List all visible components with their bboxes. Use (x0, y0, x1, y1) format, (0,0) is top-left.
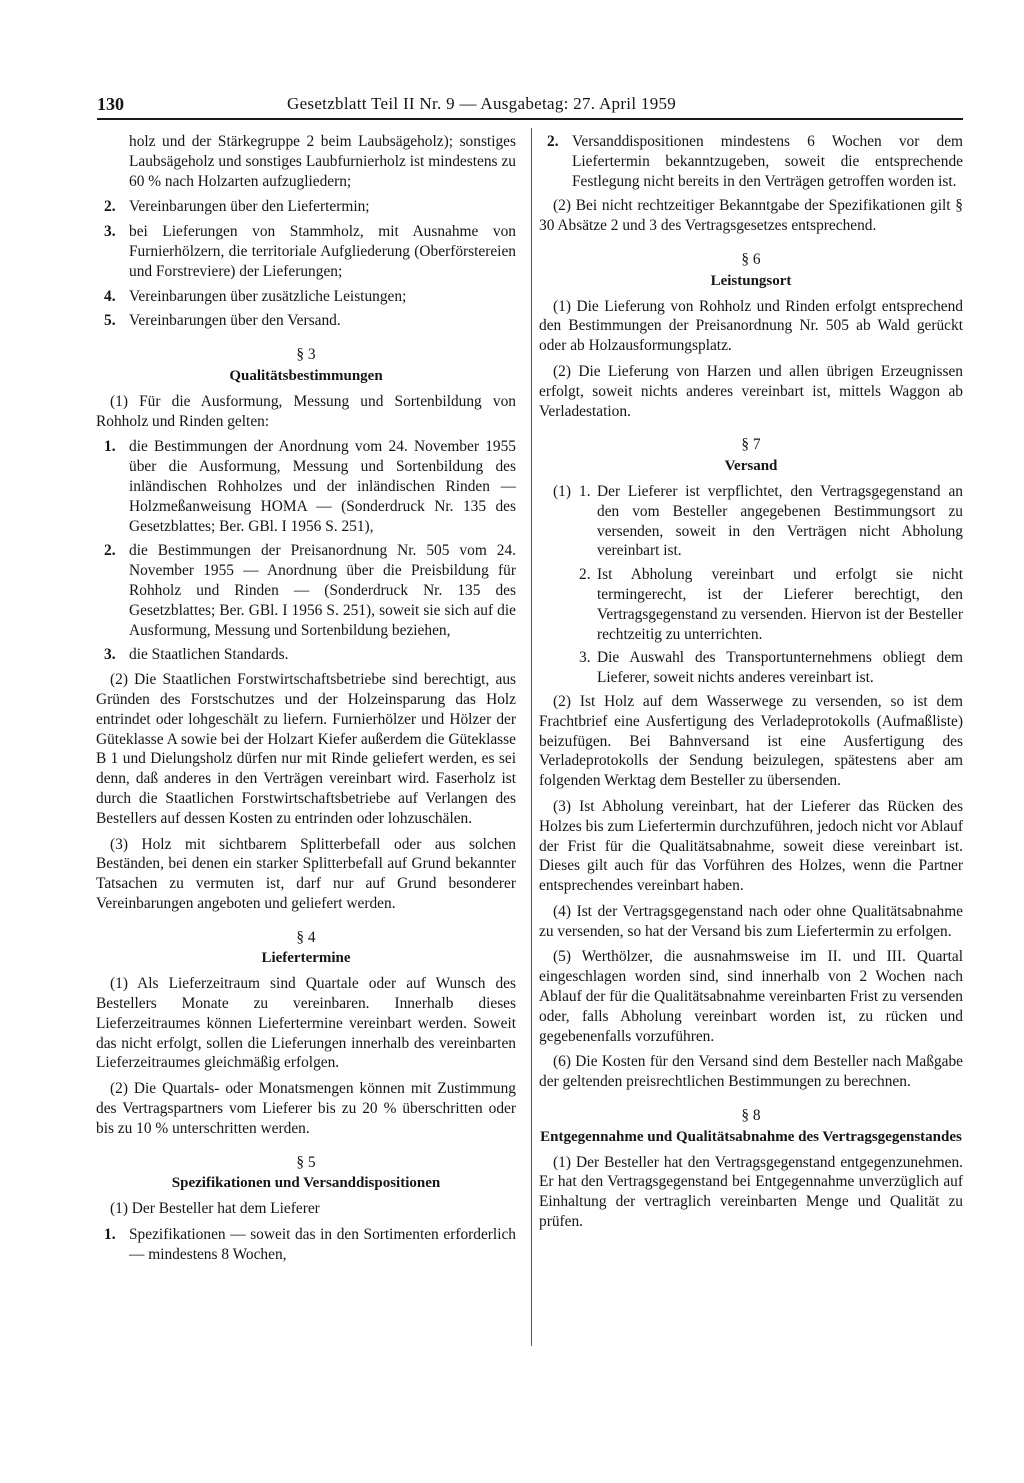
section-number: § 3 (296, 346, 316, 364)
section-number: § 4 (296, 928, 316, 946)
section-title: Qualitätsbestimmungen (229, 367, 383, 384)
section-title: Leistungsort (710, 272, 792, 289)
list-item: 1. die Bestimmungen der Anordnung vom 24. November 1955 über die Ausformung, Messung und Sortenbildung des inländischen Rohholzes und der inländischen Rinden — Holzmeßanweisung HOMA — (Sonderdruck Nr. 135 des Gesetzblattes; Ber. GBl. I 1956 S. 251), (104, 438, 516, 535)
paragraph: (1) Der Besteller hat den Vertragsgegenstand entgegenzunehmen. Er hat den Vertragsgegenstand bei Entgegennahme unverzüglich auf Einhaltung der vertraglich vereinbarten Menge und Qualität zu prüfen. (539, 1153, 963, 1231)
list-item: 2. die Bestimmungen der Preisanordnung Nr. 505 vom 24. November 1955 — Anordnung über die Preisbildung für Rohholz und Rinden — (Sonderdruck Nr. 135 des Gesetzblattes; Ber. GBl. I 1956 S. 251), soweit sie sich auf die Ausformung, Messung und Sortenbildung beziehen, (104, 542, 516, 639)
paragraph: (2) Die Staatlichen Forstwirtschaftsbetriebe sind berechtigt, aus Gründen des Forstschutzes und der Holzeinsparung das Holz entrindet oder lohgeschält zu liefern. Furnierhölzer und Hölzer der Güteklasse A sowie bei der Holzart Kiefer außerdem die Güteklasse B 1 und Dielungsholz dürfen nur mit Rinde geliefert werden, es sei denn, daß anderes in den Verträgen vereinbart wird. Faserholz ist durch die Staatlichen Forstwirtschaftsbetriebe auf Verlangen des Bestellers auf dessen Kosten zu entrinden oder lohzuschälen. (96, 671, 516, 827)
paragraph: (5) Werthölzer, die ausnahmsweise im II. und III. Quartal eingeschlagen worden sind, sind innerhalb von 2 Wochen nach Ablauf der für die Qualitätsabnahme vereinbarten Frist zu versenden oder, falls Abholung vereinbart worden ist, zu rücken und gegebenenfalls vorzuführen. (539, 948, 963, 1045)
column-divider (531, 128, 532, 1346)
paragraph: (2) Ist Holz auf dem Wasserwege zu versenden, so ist dem Frachtbrief eine Ausfertigung des Verladeprotokolls (Aufmaßliste) beizufügen. Bei Bahnversand ist eine Ausfertigung des Verladeprotokolls der Sendung beizulegen, spätestens aber am folgenden Werktag dem Besteller zu übersenden. (539, 692, 963, 790)
paragraph: (3) Holz mit sichtbarem Splitterbefall oder aus solchen Beständen, bei denen ein starker Splitterbefall auf Grund bekannter Tatsachen zu vermuten ist, darf nur auf Grund besonderer Vereinbarungen angeboten und geliefert werden. (96, 835, 516, 912)
paragraph: (1) Der Besteller hat dem Lieferer (110, 1200, 320, 1218)
list-item: 4. Vereinbarungen über zusätzliche Leistungen; (104, 287, 407, 305)
header-title: Gesetzblatt Teil II Nr. 9 — Ausgabetag: 27. April 1959 (287, 94, 677, 113)
page-header (97, 94, 963, 120)
section-title: Spezifikationen und Versanddispositionen (171, 1175, 441, 1192)
section-number: § 8 (741, 1107, 761, 1125)
paragraph: (1) Als Lieferzeitraum sind Quartale oder auf Wunsch des Bestellers Monate zu vereinbaren. Innerhalb dieses Lieferzeitraumes können Liefertermine vereinbart werden. Soweit das nicht erfolgt, sollen die Lieferungen innerhalb des vereinbarten Lieferzeitraumes gleichmäßig erfolgen. (96, 975, 516, 1072)
list-item: 3. bei Lieferungen von Stammholz, mit Ausnahme von Furnierhölzern, die territoriale Aufgliederung (Oberförstereien und Forstreviere) der Lieferungen; (104, 223, 516, 280)
section-title: Versand (724, 458, 778, 475)
section-title: Liefertermine (261, 950, 351, 967)
sub-item: 3. Die Auswahl des Transportunternehmens obliegt dem Lieferer, soweit nichts anderes vereinbart ist. (579, 649, 963, 687)
section-number: § 5 (296, 1153, 316, 1171)
section-title: Entgegennahme und Qualitätsabnahme des Vertragsgegenstandes (540, 1128, 962, 1145)
paragraph: (6) Die Kosten für den Versand sind dem Besteller nach Maßgabe der geltenden preisrechtlichen Bestimmungen zu berechnen. (539, 1053, 963, 1091)
list-item: 5. Vereinbarungen über den Versand. (104, 312, 341, 330)
list-item: 1. Spezifikationen — soweit das in den Sortimenten erforderlich — mindestens 8 Wochen, (104, 1226, 516, 1263)
continuation-text: holz und der Stärkegruppe 2 beim Laubsägeholz); sonstiges Laubsägeholz und sonstiges Laubfurnierholz ist mindestens zu 60 % nach Holzarten aufzugliedern; (129, 133, 516, 190)
paragraph: (3) Ist Abholung vereinbart, hat der Lieferer das Rücken des Holzes bis zum Liefertermin durchzuführen, jedoch nicht vor Ablauf der Frist für die Qualitätsabnahme, soweit diese vereinbart ist. Dieses gilt auch für das Vorführen des Holzes, wenn die Partner entsprechendes vereinbart haben. (539, 797, 963, 895)
right-column (539, 132, 963, 1238)
paragraph: (1) Für die Ausformung, Messung und Sortenbildung von Rohholz und Rinden gelten: (96, 392, 516, 430)
left-column (96, 132, 516, 1270)
paragraph: (1) Die Lieferung von Rohholz und Rinden erfolgt entsprechend den Bestimmungen der Preisanordnung Nr. 505 ab Wald gerückt oder ab Holzausformungsplatz. (539, 297, 963, 355)
page-number: 130 (97, 94, 124, 114)
header-rule (97, 118, 963, 120)
paragraph: (2) Bei nicht rechtzeitiger Bekanntgabe der Spezifikationen gilt § 30 Absätze 2 und 3 des Vertragsgesetzes entsprechend. (539, 197, 963, 235)
paragraph: (2) Die Lieferung von Harzen und allen übrigen Erzeugnissen erfolgt, soweit nichts anderes vereinbart ist, mittels Waggon ab Verladestation. (539, 362, 963, 420)
section-number: § 7 (741, 436, 761, 454)
section-number: § 6 (741, 250, 761, 268)
paragraph: (4) Ist der Vertragsgegenstand nach oder ohne Qualitätsabnahme zu versenden, so hat der Versand bis zum Liefertermin zu erfolgen. (539, 902, 963, 940)
list-item: 3. die Staatlichen Standards. (104, 646, 289, 664)
paragraph: (2) Die Quartals- oder Monatsmengen können mit Zustimmung des Vertragspartners vom Lieferer bis zu 20 % überschritten oder bis zu 10 % unterschritten werden. (96, 1080, 516, 1137)
sub-item: 2. Ist Abholung vereinbart und erfolgt sie nicht termingerecht, ist der Lieferer berechtigt, den Vertragsgegenstand zu versenden. Hiervon ist der Besteller rechtzeitig zu unterrichten. (579, 566, 963, 643)
list-item: 2. Versanddispositionen mindestens 6 Wochen vor dem Liefertermin bekanntzugeben, soweit die entsprechende Festlegung nicht bereits in den Verträgen getroffen worden ist. (547, 133, 963, 190)
sub-item: (1) 1. Der Lieferer ist verpflichtet, den Vertragsgegenstand an den vom Besteller angegebenen Bestimmungsort zu versenden, soweit in den Verträgen nicht Abholung vereinbart ist. (553, 482, 963, 560)
list-item: 2. Vereinbarungen über den Liefertermin; (104, 198, 370, 216)
